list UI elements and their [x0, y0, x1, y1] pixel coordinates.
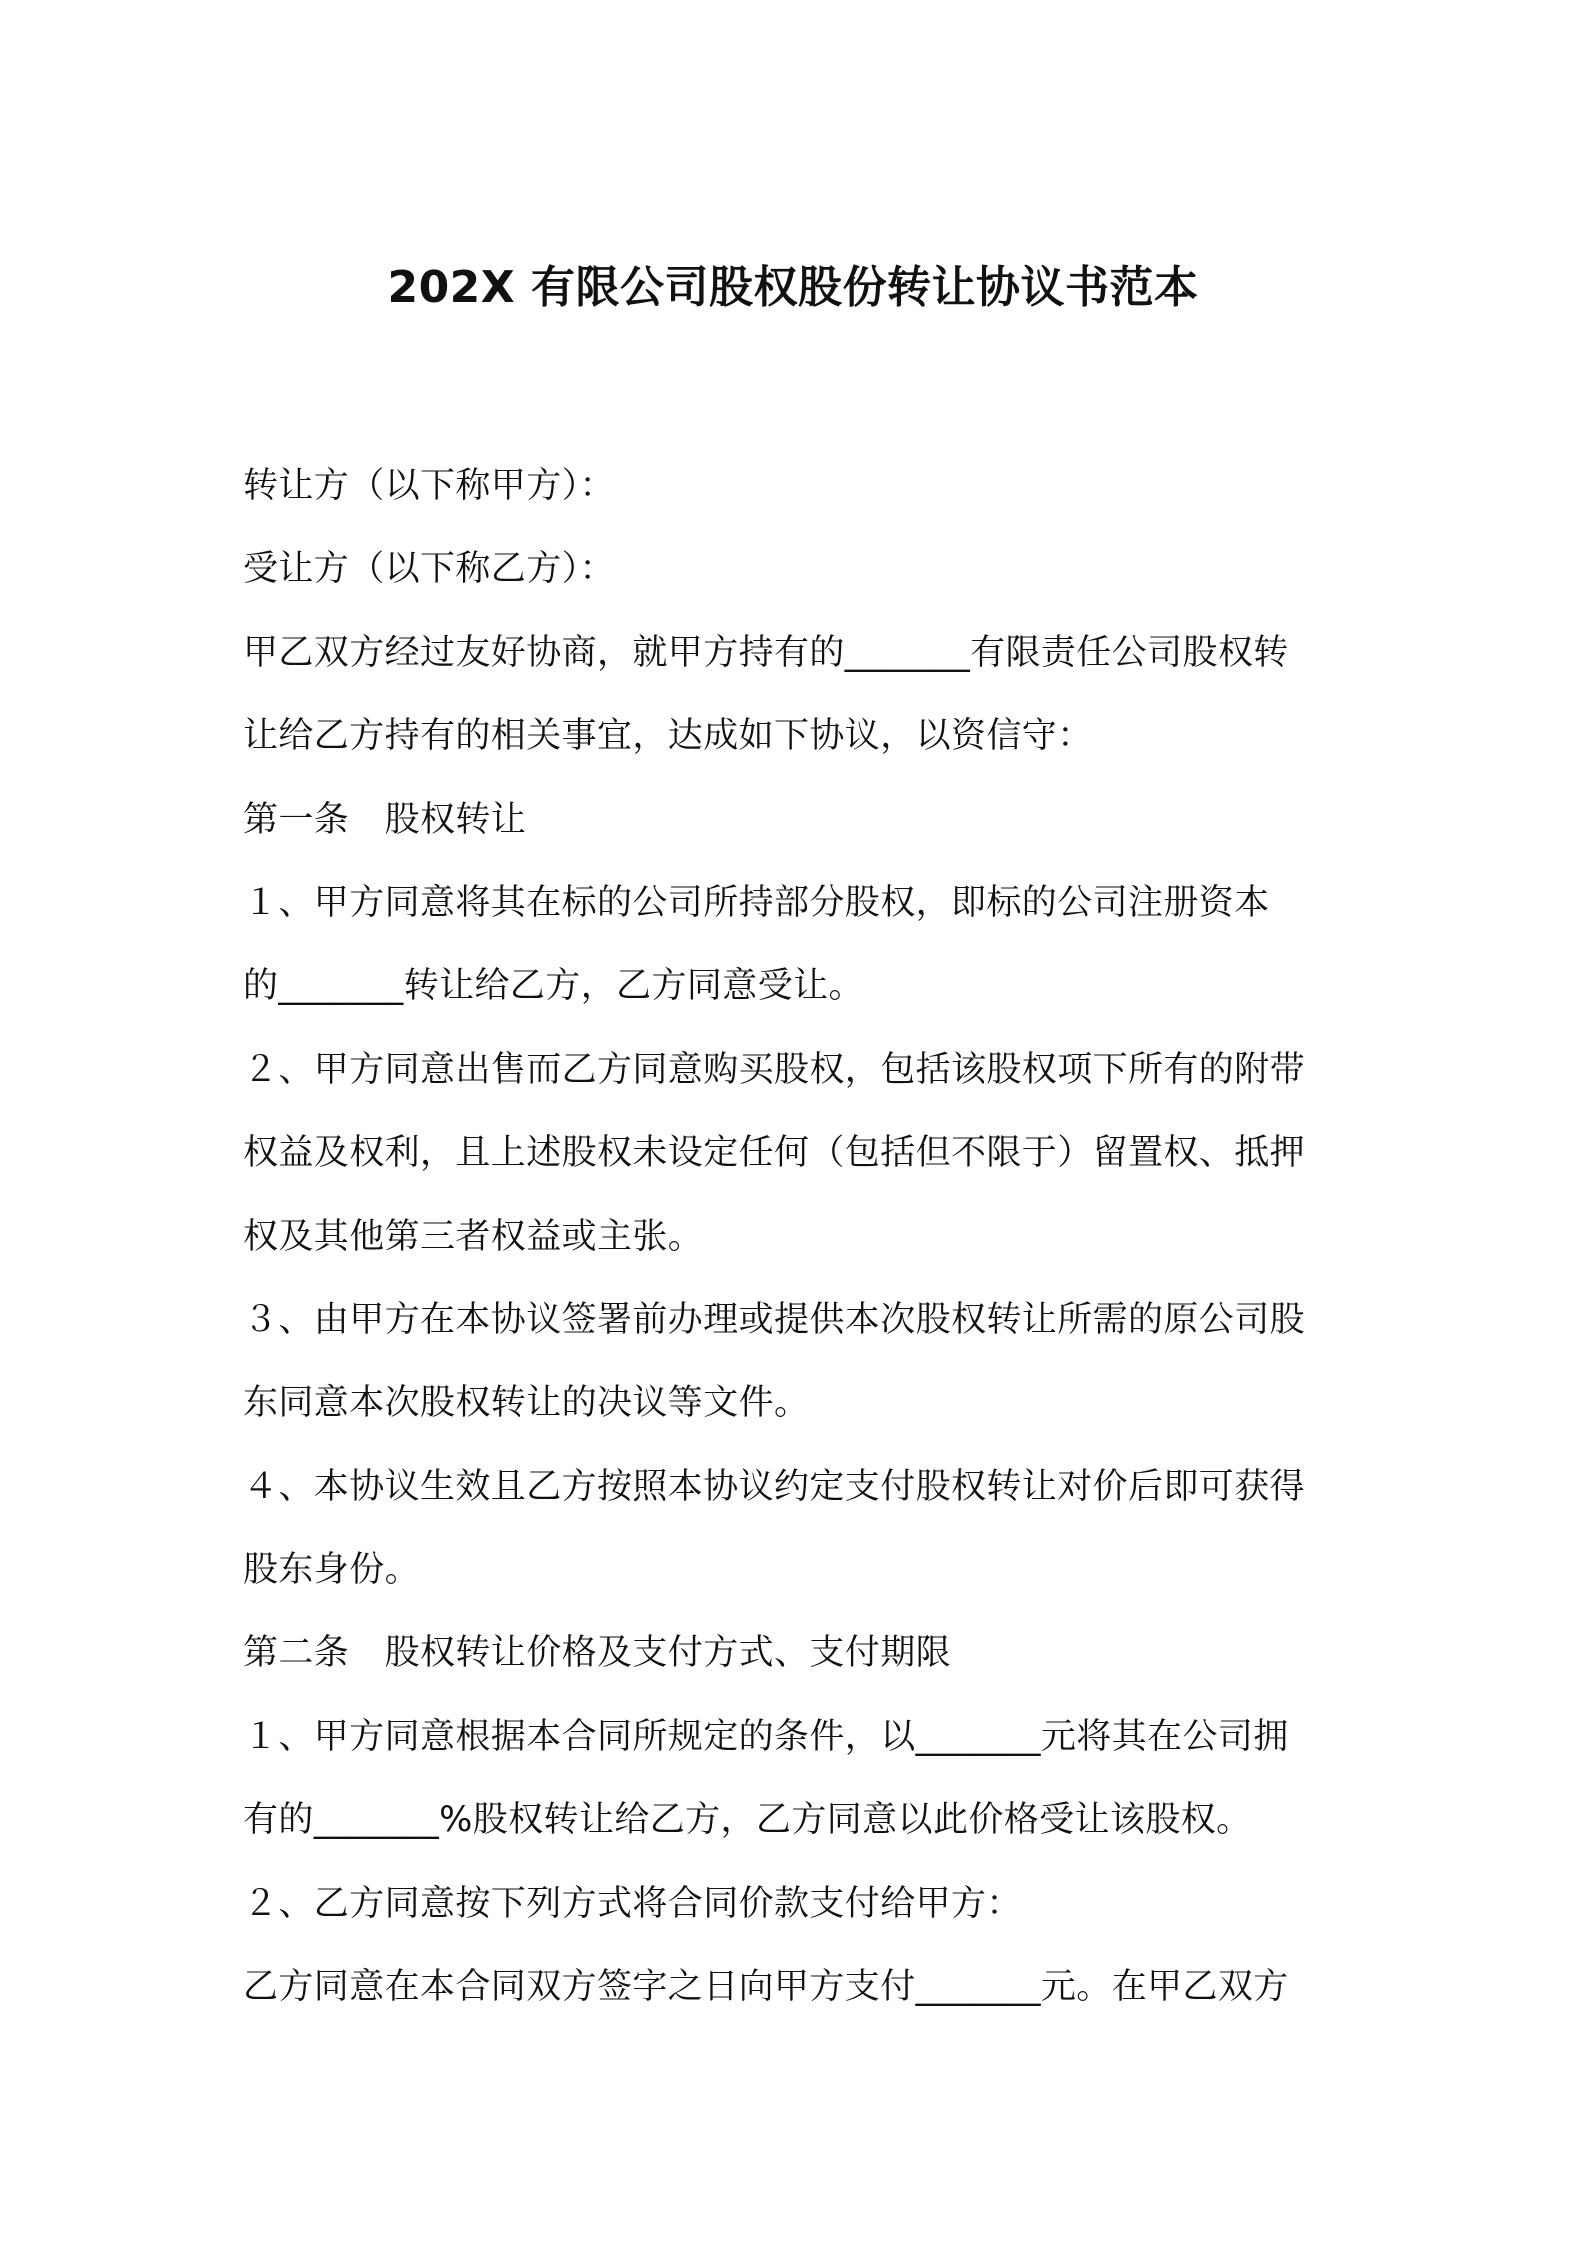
transferor-line: 转让方（以下称甲方）： [243, 466, 615, 506]
article-1-clause-3-line-1: ３、由甲方在本协议签署前办理或提供本次股权转让所需的原公司股 [243, 1299, 1306, 1340]
article-1-clause-3-line-2: 东同意本次股权转让的决议等文件。 [243, 1383, 810, 1424]
article-1-clause-4-line-1: ４、本协议生效且乙方按照本协议约定支付股权转让对价后即可获得 [243, 1466, 1306, 1507]
article-1-clause-1-line-2: 的_______转让给乙方，乙方同意受让。 [243, 966, 864, 1007]
article-1-clause-4-line-2: 股东身份。 [243, 1550, 421, 1591]
preamble-line-1: 甲乙双方经过友好协商，就甲方持有的_______有限责任公司股权转 [243, 632, 1289, 673]
article-1-clause-2-line-1: ２、甲方同意出售而乙方同意购买股权，包括该股权项下所有的附带 [243, 1049, 1306, 1090]
preamble-line-2: 让给乙方持有的相关事宜，达成如下协议，以资信守： [243, 716, 1093, 757]
article-1-heading: 第一条 股权转让 [243, 799, 527, 840]
article-2-clause-1-line-1: １、甲方同意根据本合同所规定的条件，以_______元将其在公司拥 [243, 1716, 1289, 1757]
document-body [243, 445, 1353, 2029]
article-1-clause-2-line-3: 权及其他第三者权益或主张。 [243, 1216, 704, 1257]
document-title: 202X 有限公司股权股份转让协议书范本 [387, 262, 1199, 313]
article-2-clause-2-line-1: ２、乙方同意按下列方式将合同价款支付给甲方： [243, 1883, 1022, 1924]
article-2-clause-1-line-2: 有的_______%股权转让给乙方，乙方同意以此价格受让该股权。 [243, 1800, 1252, 1841]
transferee-line: 受让方（以下称乙方）： [243, 549, 615, 590]
article-1-clause-1-line-1: １、甲方同意将其在标的公司所持部分股权，即标的公司注册资本 [243, 882, 1270, 923]
article-2-heading: 第二条 股权转让价格及支付方式、支付期限 [243, 1633, 952, 1674]
article-1-clause-2-line-2: 权益及权利，且上述股权未设定任何（包括但不限于）留置权、抵押 [243, 1133, 1306, 1174]
payment-terms-line: 乙方同意在本合同双方签字之日向甲方支付_______元。在甲乙双方 [243, 1967, 1289, 2008]
